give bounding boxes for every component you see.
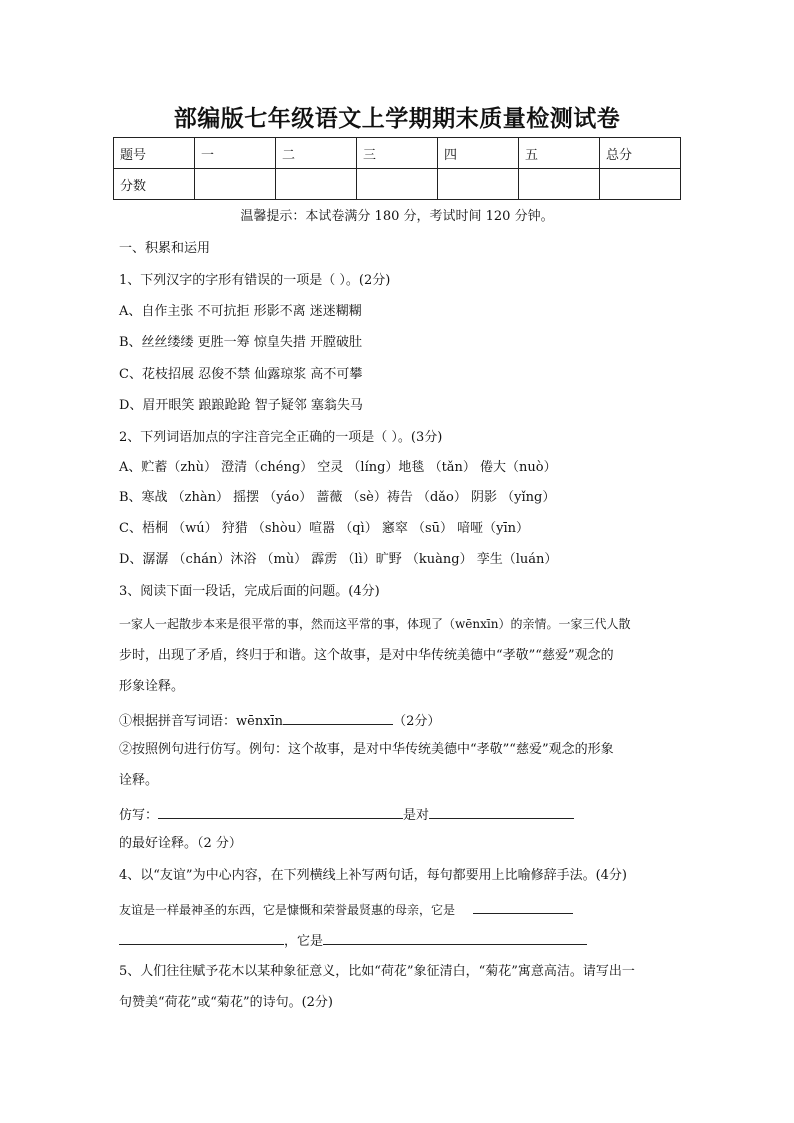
score-table-score-row (114, 169, 681, 200)
score-cell (195, 169, 276, 200)
question-2-option-c: C、梧桐 （wú） 狩猎 （shòu）喧嚣 （qì） 窸窣 （sū） 喑哑（yīn） (119, 521, 530, 536)
pinyin-answer-blank[interactable] (283, 710, 393, 725)
question-3-sub1-text: ①根据拼音写词语：wēnxīn (119, 714, 284, 729)
score-cell: 分数 (114, 169, 195, 200)
question-5-stem-line: 5、人们往往赋予花木以某种象征意义，比如“荷花”象征清白，“菊花”寓意高洁。请写出一 (119, 964, 635, 979)
question-2-option-a: A、贮蓄（zhù） 澄清（chéng） 空灵 （líng）地毯 （tǎn） 倦大（nuò） (119, 460, 557, 475)
question-4-line-2 (119, 930, 587, 951)
score-cell (600, 169, 681, 200)
question-2-option-d: D、潺潺 （chán）沐浴 （mù） 霹雳 （lì）旷野 （kuàng） 孪生（luán） (119, 552, 558, 567)
imitate-end: 的最好诠释。（2 分） (119, 836, 242, 851)
question-4-stem: 4、以“友谊”为中心内容，在下列横线上补写两句话，每句都要用上比喻修辞手法。(4分) (119, 868, 627, 883)
question-1-option-d: D、眉开眼笑 踉踉跄跄 智子疑邻 塞翁失马 (119, 398, 363, 413)
imitate-line (119, 804, 574, 825)
score-cell: 总分 (600, 138, 681, 169)
score-cell: 二 (276, 138, 357, 169)
friendship-answer-blank-2[interactable] (119, 930, 284, 945)
question-1-stem: 1、下列汉字的字形有错误的一项是（ ）。(2分) (119, 273, 391, 288)
question-3-sub2-line: 诠释。 (119, 773, 159, 788)
exam-tip: 温馨提示：本试卷满分 180 分，考试时间 120 分钟。 (240, 209, 554, 224)
question-4-line-1 (119, 899, 573, 919)
score-cell (357, 169, 438, 200)
score-table-header-row (114, 138, 681, 169)
question-5-stem-line: 句赞美“荷花”或“菊花”的诗句。(2分) (119, 995, 333, 1010)
score-cell: 五 (519, 138, 600, 169)
friendship-answer-blank-3[interactable] (323, 930, 587, 945)
question-3-passage-line: 步时，出现了矛盾，终归于和谐。这个故事，是对中华传统美德中“孝敬”“慈爱”观念的 (119, 648, 614, 663)
question-3-sub1-score: （2分） (393, 714, 441, 729)
question-2-stem: 2、下列词语加点的字注音完全正确的一项是（ ）。(3分) (119, 430, 443, 445)
question-3-stem: 3、阅读下面一段话，完成后面的问题。(4分) (119, 584, 380, 599)
score-cell (519, 169, 600, 200)
imitate-answer-blank-2[interactable] (429, 804, 574, 819)
question-4-line-2-mid: ，它是 (284, 934, 324, 949)
question-3-passage-line: 形象诠释。 (119, 679, 185, 694)
score-cell: 四 (438, 138, 519, 169)
score-cell: 三 (357, 138, 438, 169)
question-1-option-a: A、自作主张 不可抗拒 形影不离 迷迷糊糊 (119, 304, 362, 319)
question-4-line-1-text: 友谊是一样最神圣的东西，它是慷慨和荣誉最贤惠的母亲，它是 (119, 903, 456, 917)
score-cell (438, 169, 519, 200)
score-cell: 题号 (114, 138, 195, 169)
section-heading: 一、积累和运用 (119, 241, 211, 256)
question-2-option-b: B、寒战 （zhàn） 摇摆 （yáo） 蔷薇 （sè）祷告 （dǎo） 阴影 （yǐng） (119, 490, 556, 505)
question-3-sub2-line: ②按照例句进行仿写。例句：这个故事，是对中华传统美德中“孝敬”“慈爱”观念的形象 (119, 742, 614, 757)
imitate-label: 仿写： (119, 808, 159, 823)
question-3-sub1 (119, 710, 440, 731)
imitate-mid: 是对 (403, 808, 430, 823)
question-1-option-c: C、花枝招展 忍俊不禁 仙露琼浆 高不可攀 (119, 367, 363, 382)
question-1-option-b: B、丝丝缕缕 更胜一筹 惊皇失措 开膛破肚 (119, 335, 362, 350)
imitate-answer-blank[interactable] (158, 804, 403, 819)
score-cell: 一 (195, 138, 276, 169)
score-cell (276, 169, 357, 200)
score-table (113, 137, 681, 200)
friendship-answer-blank-1[interactable] (473, 899, 573, 914)
exam-title: 部编版七年级语文上学期期末质量检测试卷 (173, 106, 621, 132)
question-3-passage-line: 一家人一起散步本来是很平常的事，然而这平常的事，体现了（wēnxīn）的亲情。一家三代人散 (119, 617, 631, 631)
